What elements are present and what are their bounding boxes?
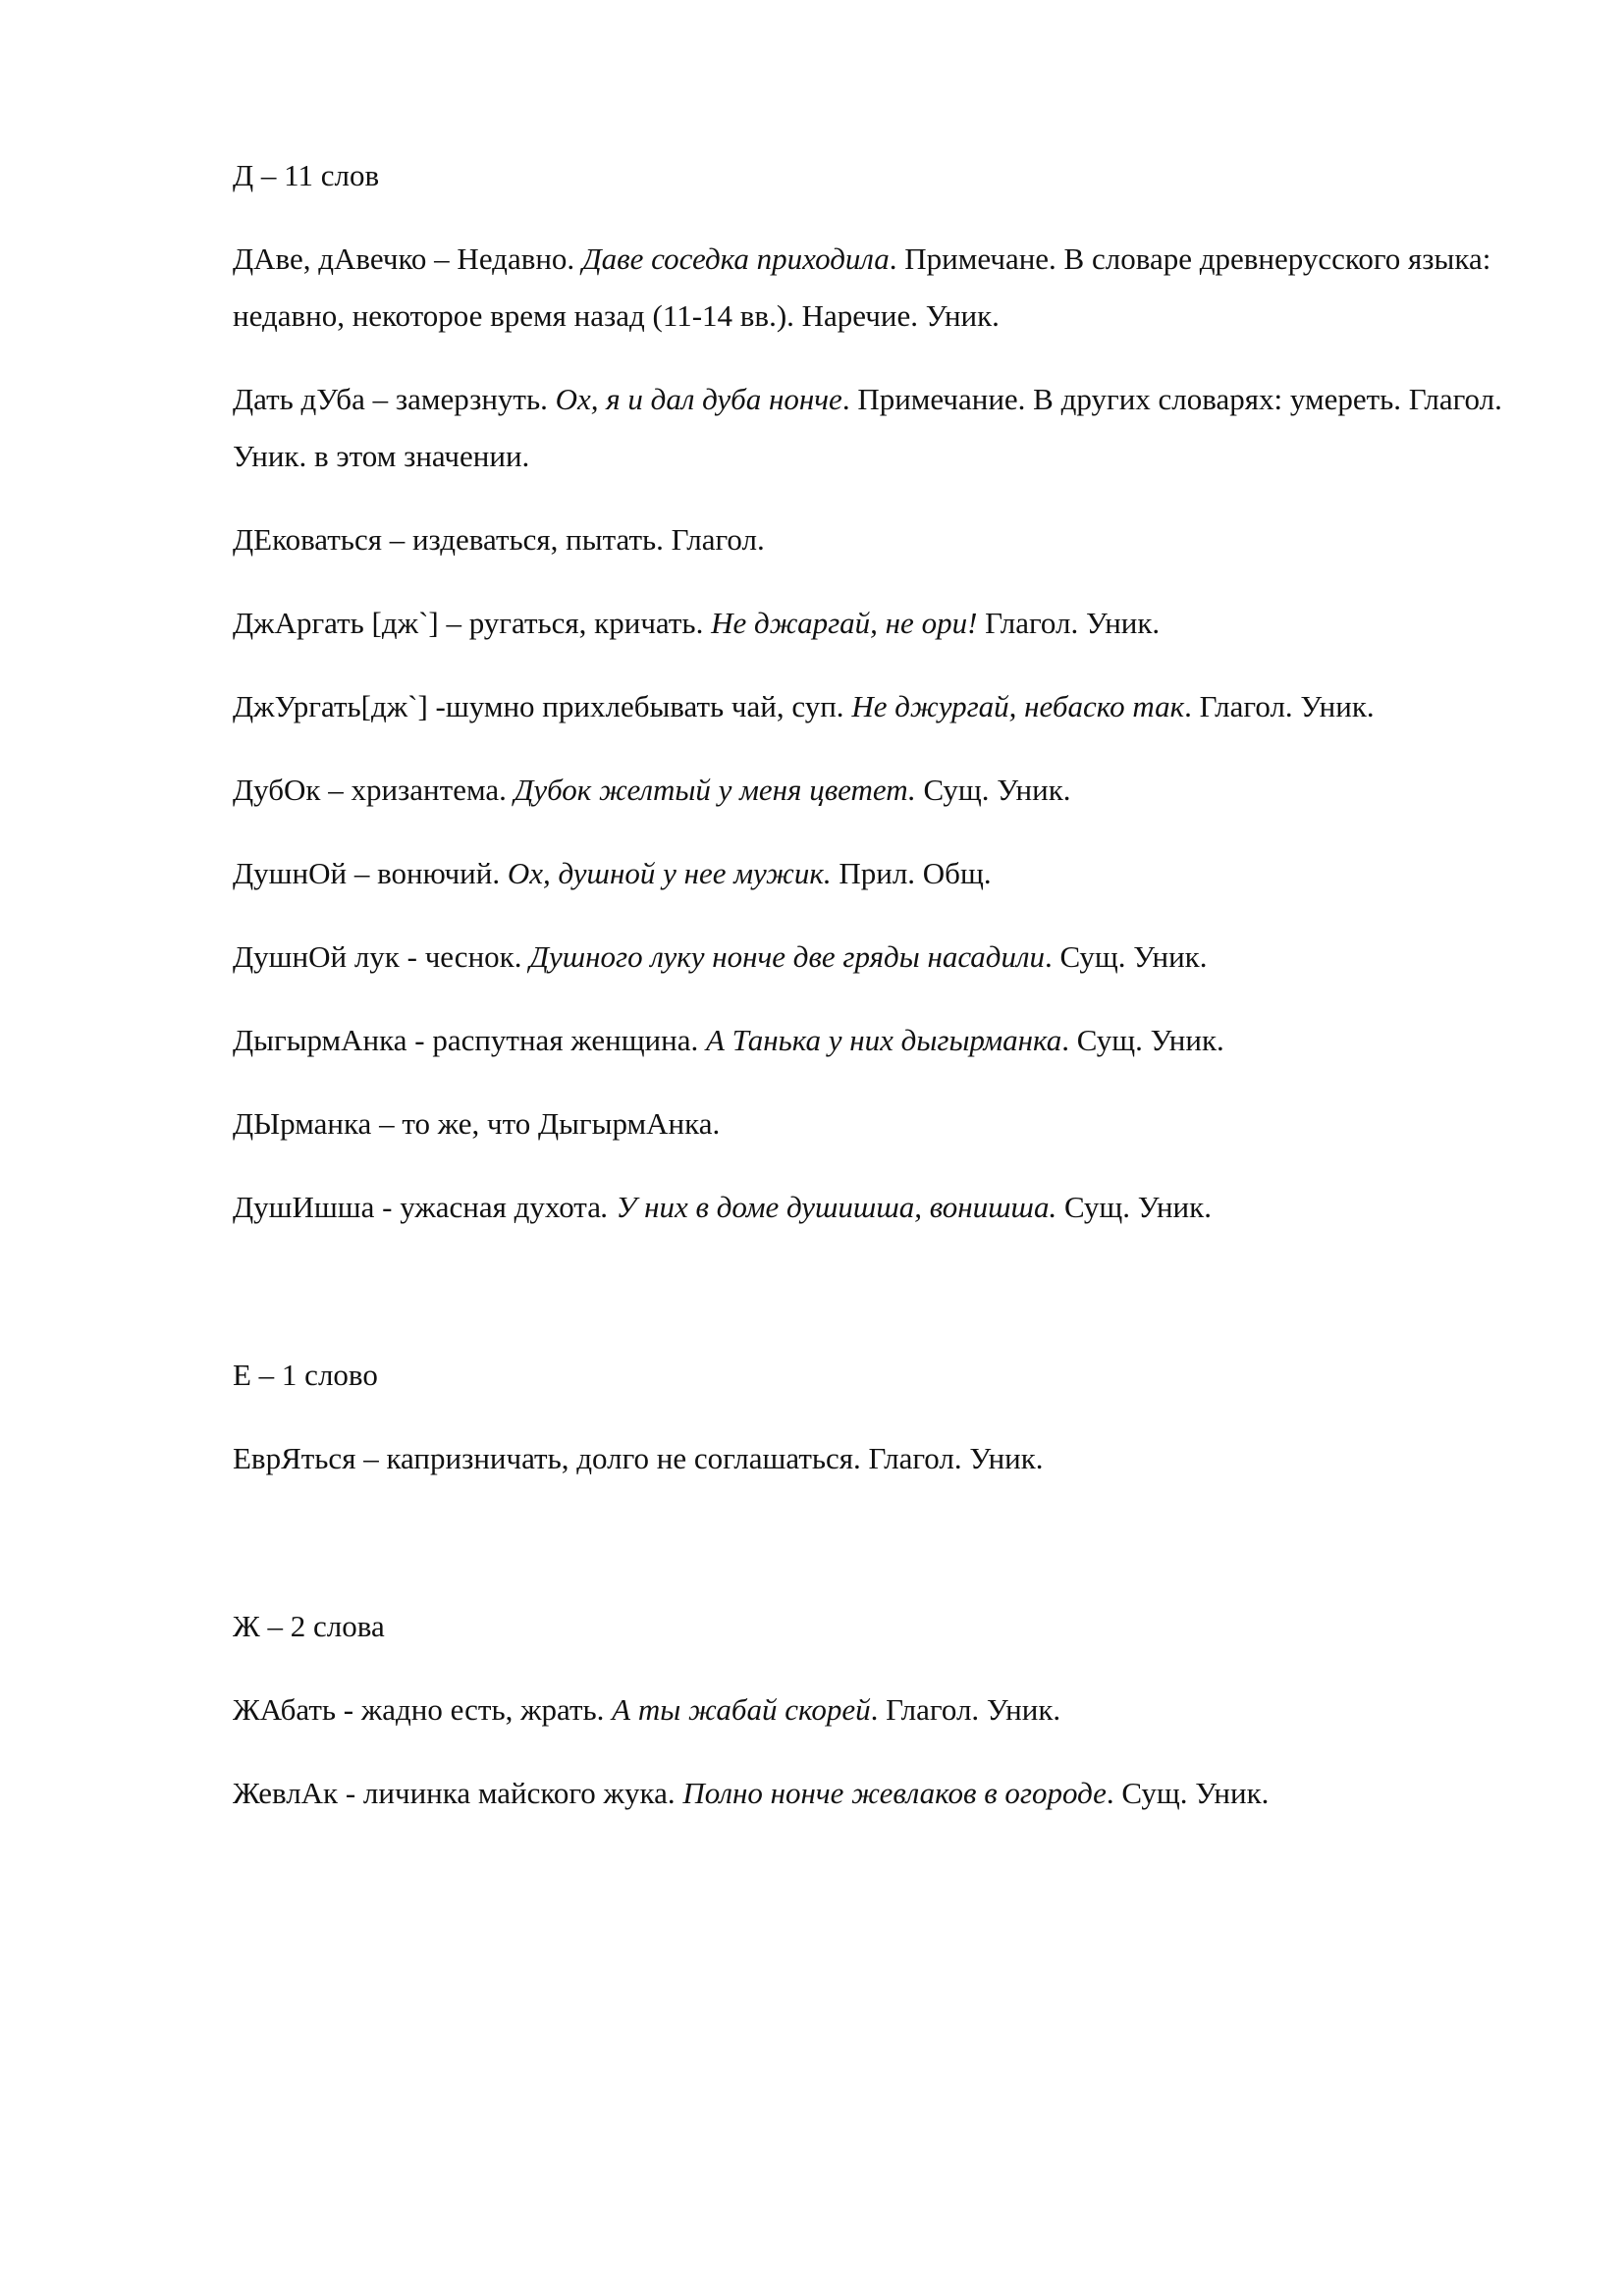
entry-example: Полно нонче жевлаков в огороде bbox=[682, 1776, 1107, 1810]
section-d bbox=[233, 147, 1539, 1236]
entry-notes: Прил. Общ. bbox=[831, 856, 992, 890]
section-heading: Е – 1 слово bbox=[233, 1358, 378, 1392]
dictionary-entry bbox=[233, 762, 1539, 819]
dictionary-entry bbox=[233, 678, 1539, 735]
entry-definition: ДушнОй – вонючий. bbox=[233, 856, 508, 890]
entry-definition: ДушнОй лук - чеснок. bbox=[233, 939, 530, 974]
dictionary-entry bbox=[233, 595, 1539, 652]
entry-example: Ох, я и дал дуба нонче bbox=[555, 382, 842, 416]
section-zh bbox=[233, 1598, 1539, 1822]
dictionary-entry bbox=[233, 1765, 1539, 1822]
entry-example: Даве соседка приходила bbox=[581, 241, 890, 276]
entry-definition: ДыгырмАнка - распутная женщина. bbox=[233, 1023, 706, 1057]
entry-definition: ДушИшша - ужасная духота bbox=[233, 1190, 601, 1224]
entry-example: Душного луку нонче две гряды насадили bbox=[529, 939, 1045, 974]
dictionary-entry bbox=[233, 845, 1539, 902]
section-heading: Ж – 2 слова bbox=[233, 1609, 385, 1643]
entry-notes: Сущ. Уник. bbox=[915, 773, 1071, 807]
entry-example: Не джаргай, не ори! bbox=[711, 606, 978, 640]
entry-definition: ЖевлАк - личинка майского жука. bbox=[233, 1776, 683, 1810]
entry-notes: . Глагол. Уник. bbox=[870, 1692, 1061, 1727]
entry-example: Не джургай, небаско так bbox=[851, 689, 1185, 723]
entry-notes: Глагол. Уник. bbox=[977, 606, 1161, 640]
entry-definition: ЖАбать - жадно есть, жрать. bbox=[233, 1692, 613, 1727]
document-page bbox=[233, 147, 1539, 1848]
entry-example: Ох, душной у нее мужик. bbox=[507, 856, 832, 890]
entry-example: А ты жабай скорей bbox=[612, 1692, 871, 1727]
entry-notes: . Сущ. Уник. bbox=[1061, 1023, 1224, 1057]
dictionary-entry bbox=[233, 511, 1539, 568]
entry-notes: . Примечание. В других словарях: умереть. Глагол. Уник. в этом значении. bbox=[233, 382, 1502, 473]
entry-example: . У них в доме душишша, вонишша. bbox=[600, 1190, 1057, 1224]
dictionary-entry bbox=[233, 1682, 1539, 1738]
entry-definition: ЕврЯться – капризничать, долго не соглашаться. Глагол. Уник. bbox=[233, 1441, 1044, 1475]
entry-definition: Дать дУба – замерзнуть. bbox=[233, 382, 556, 416]
dictionary-entry bbox=[233, 1095, 1539, 1152]
entry-notes: . Сущ. Уник. bbox=[1044, 939, 1208, 974]
entry-notes: . Сущ. Уник. bbox=[1106, 1776, 1270, 1810]
dictionary-entry bbox=[233, 1012, 1539, 1069]
entry-definition: ДубОк – хризантема. bbox=[233, 773, 514, 807]
dictionary-entry bbox=[233, 929, 1539, 986]
dictionary-entry bbox=[233, 231, 1539, 345]
section-e bbox=[233, 1347, 1539, 1487]
entry-example: А Танька у них дыгырманка bbox=[706, 1023, 1062, 1057]
dictionary-entry bbox=[233, 1179, 1539, 1236]
dictionary-entry bbox=[233, 371, 1539, 485]
entry-example: Дубок желтый у меня цветет. bbox=[514, 773, 916, 807]
entry-definition: ДЫрманка – то же, что ДыгырмАнка. bbox=[233, 1106, 721, 1141]
entry-definition: ДжУргать[дж`] -шумно прихлебывать чай, суп. bbox=[233, 689, 852, 723]
entry-notes: . Глагол. Уник. bbox=[1184, 689, 1375, 723]
entry-notes: Сущ. Уник. bbox=[1056, 1190, 1212, 1224]
dictionary-entry bbox=[233, 1430, 1539, 1487]
entry-definition: ДЕковаться – издеваться, пытать. Глагол. bbox=[233, 522, 765, 557]
entry-definition: ДАве, дАвечко – Недавно. bbox=[233, 241, 582, 276]
entry-definition: ДжАргать [дж`] – ругаться, кричать. bbox=[233, 606, 712, 640]
section-heading: Д – 11 слов bbox=[233, 158, 380, 192]
entry-notes: . Примечане. В словаре древнерусского языка: недавно, некоторое время назад (11-14 вв.). Наречие. Уник. bbox=[233, 241, 1491, 333]
